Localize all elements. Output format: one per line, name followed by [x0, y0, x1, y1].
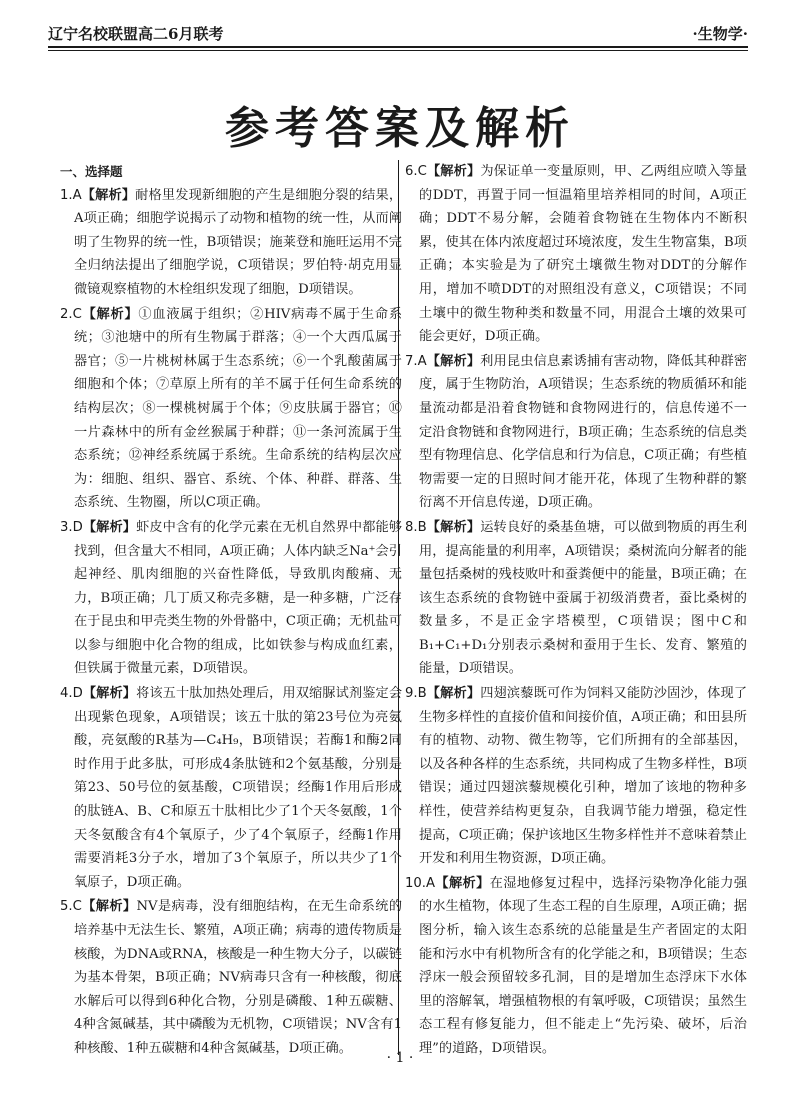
page-number: · 1 · [386, 1050, 414, 1066]
answer-number: 9.B [405, 686, 427, 702]
page-title: 参考答案及解析 [225, 103, 575, 154]
answer-number: 8.B [405, 519, 427, 535]
left-column [60, 160, 402, 1062]
analysis-text: 虾皮中含有的化学元素在无机自然界中都能够找到，但含量大不相同，A项正确；人体内缺乏Na⁺会引起神经、肌肉细胞的兴奋性降低，导致肌肉酸痛、无力，B项正确；几丁质又称壳多糖，是一种多糖，广泛存在于昆虫和甲壳类生物的外骨骼中，C项正确；无机盐可以参与细胞中化合物的组成，比如铁参与构成血红素，但铁属于微量元素，D项错误。 [74, 519, 403, 677]
section-heading: 一、选择题 [60, 164, 123, 179]
analysis-tag: 【解析】 [426, 686, 481, 702]
answer-item [60, 184, 402, 302]
analysis-text: 运转良好的桑基鱼塘，可以做到物质的再生利用，提高能量的利用率，A项错误；桑树流向分解者的能量包括桑树的残枝败叶和蚕粪便中的能量，B项正确；在该生态系统的食物链中蚕属于初级消费者，蚕比桑树的数量多，不是正金字塔模型，C项错误；图中C和B₁+C₁+D₁分别表示桑树和蚕用于生长、发育、繁殖的能量，D项错误。 [419, 519, 748, 677]
analysis-tag: 【解析】 [82, 686, 137, 702]
analysis-tag: 【解析】 [426, 519, 481, 535]
right-column [405, 160, 747, 1062]
analysis-tag: 【解析】 [435, 875, 490, 891]
analysis-tag: 【解析】 [82, 519, 137, 535]
analysis-text: ①血液属于组织；②HIV病毒不属于生命系统；③池塘中的所有生物属于群落；④一个大西瓜属于器官；⑤一片桃树林属于生态系统；⑥一个乳酸菌属于细胞和个体；⑦草原上所有的羊不属于任何生命系统的结构层次；⑧一棵桃树属于个体；⑨皮肤属于器官；⑩一片森林中的所有金丝猴属于种群；⑪一条河流属于生态系统；⑫神经系统属于系统。生命系统的结构层次应为：细胞、组织、器官、系统、个体、种群、群落、生态系统、生物圈，所以C项正确。 [74, 306, 403, 511]
analysis-text: 在湿地修复过程中，选择污染物净化能力强的水生植物，体现了生态工程的自生原理，A项正确；据图分析，输入该生态系统的总能量是生产者固定的太阳能和污水中有机物所含有的化学能之和，B项错误；生态浮床一般会预留较多孔洞，目的是增加生态浮床下水体里的溶解氧，增强植物根的有氧呼吸，C项错误；虽然生态工程有修复能力，但不能走上“先污染、破坏，后治理”的道路，D项错误。 [419, 875, 748, 1056]
answer-number: 1.A [60, 187, 82, 203]
answer-item [405, 350, 747, 515]
answer-number: 3.D [60, 519, 83, 535]
analysis-tag: 【解析】 [81, 899, 137, 915]
analysis-text: 将该五十肽加热处理后，用双缩脲试剂鉴定会出现紫色现象，A项错误；该五十肽的第23号位为亮氨酸，亮氨酸的R基为—C₄H₉，B项错误；若酶1和酶2同时作用于此多肽，可形成4条肽链和2个氨基酸，分别是第23、50号位的氨基酸，C项错误；经酶1作用后形成的肽链A、B、C和原五十肽相比少了1个天冬氨酸，1个天冬氨酸含有4个氧原子，少了4个氧原子，经酶1作用需要消耗3分子水，增加了3个氧原子，所以共少了1个氧原子，D项正确。 [74, 686, 403, 890]
answer-item [405, 160, 747, 349]
analysis-tag: 【解析】 [81, 306, 139, 322]
analysis-tag: 【解析】 [81, 187, 136, 203]
answer-item [405, 682, 747, 871]
answer-item [60, 682, 402, 894]
page-header [48, 20, 748, 46]
answer-number: 4.D [60, 686, 83, 702]
header-rule [48, 46, 748, 48]
header-rule-thin [48, 50, 748, 51]
answer-number: 2.C [60, 306, 82, 322]
answer-item [60, 303, 402, 515]
analysis-text: 为保证单一变量原则，甲、乙两组应喷入等量的DDT，再置于同一恒温箱里培养相同的时间，A项正确；DDT不易分解，会随着食物链在生物体内不断积累，使其在体内浓度超过环境浓度，发生生物富集，B项正确；本实验是为了研究土壤微生物对DDT的分解作用，增加不喷DDT的对照组没有意义，C项错误；不同土壤中的微生物种类和数量不同，用混合土壤的效果可能会更好，D项正确。 [419, 164, 748, 345]
analysis-tag: 【解析】 [426, 353, 481, 369]
header-exam-name: 辽宁名校联盟高二6月联考 [48, 24, 224, 43]
answer-item [60, 516, 402, 681]
answer-item [60, 895, 402, 1060]
answer-item [405, 516, 747, 681]
answer-number: 5.C [60, 899, 82, 915]
answer-number: 10.A [405, 875, 435, 891]
header-subject: ·生物学· [692, 24, 748, 43]
analysis-text: NV是病毒，没有细胞结构，在无生命系统的培养基中无法生长、繁殖，A项正确；病毒的遗传物质是核酸，为DNA或RNA，核酸是一种生物大分子，以碳链为基本骨架，B项正确；NV病毒只含有一种核酸，彻底水解后可以得到6种化合物，分别是磷酸、1种五碳糖、4种含氮碱基，其中磷酸为无机物，C项错误；NV含有1种核酸、1种五碳糖和4种含氮碱基，D项正确。 [74, 899, 403, 1056]
analysis-tag: 【解析】 [426, 164, 481, 179]
analysis-text: 利用昆虫信息素诱捕有害动物，降低其种群密度，属于生物防治，A项错误；生态系统的物质循环和能量流动都是沿着食物链和食物网进行的，信息传递不一定沿食物链和食物网进行，B项正确；生态系统的信息类型有物理信息、化学信息和行为信息，C项正确；有些植物需要一定的日照时间才能开花，体现了生物种群的繁衍离不开信息传递，D项正确。 [419, 353, 748, 511]
answer-item [405, 872, 747, 1061]
analysis-text: 四翅滨藜既可作为饲料又能防沙固沙，体现了生物多样性的直接价值和间接价值，A项正确；和田县所有的植物、动物、微生物等，它们所拥有的全部基因，以及各种各样的生态系统，共同构成了生物多样性，B项错误；通过四翅滨藜规模化引种，增加了该地的物种多样性，使营养结构更复杂，自我调节能力增强，稳定性提高，C项正确；保护该地区生物多样性并不意味着禁止开发和利用生物资源，D项正确。 [419, 686, 748, 867]
answer-number: 7.A [405, 353, 427, 369]
analysis-text: 耐格里发现新细胞的产生是细胞分裂的结果，A项正确；细胞学说揭示了动物和植物的统一性，从而阐明了生物界的统一性，B项错误；施莱登和施旺运用不完全归纳法提出了细胞学说，C项错误；罗伯特·胡克用显微镜观察植物的木栓组织发现了细胞，D项错误。 [74, 187, 403, 297]
answer-number: 6.C [405, 164, 427, 179]
